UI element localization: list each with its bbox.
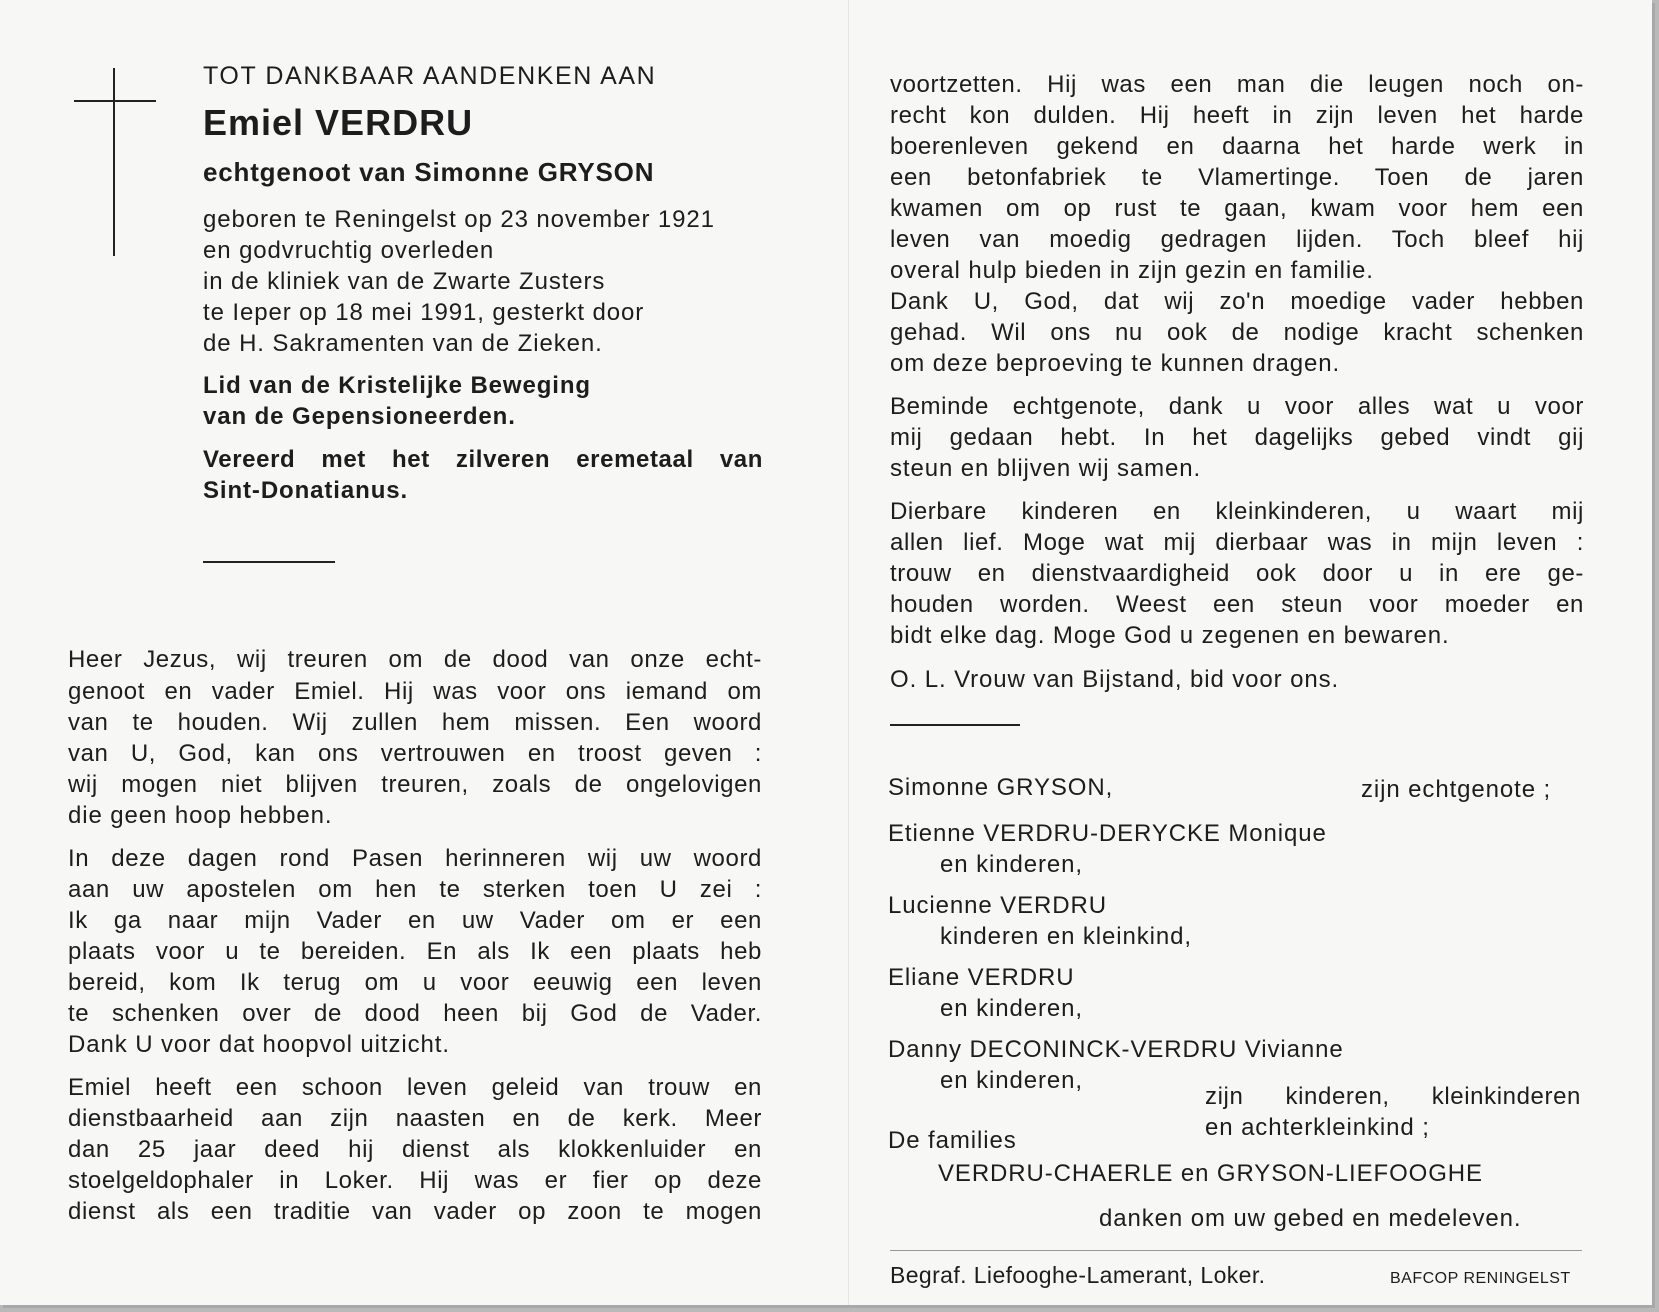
families-label: De families xyxy=(888,1127,1017,1154)
children-role: zijn kinderen, kleinkinderen xyxy=(1205,1083,1581,1110)
text-line: Dierbare kinderen en kleinkinderen, u waart mij xyxy=(890,498,1584,525)
honor-line: Vereerd met het zilveren eremetaal van xyxy=(203,446,763,473)
text-line: Emiel heeft een schoon leven geleid van trouw en xyxy=(68,1074,762,1101)
text-line: plaats voor u te bereiden. En als Ik een plaats heb xyxy=(68,938,762,965)
bio-line: en godvruchtig overleden xyxy=(203,237,495,264)
cross-icon-bar xyxy=(74,100,156,102)
divider xyxy=(890,724,1020,726)
text-line: van U, God, kan ons vertrouwen en troost geven : xyxy=(68,740,762,767)
child-name: Lucienne VERDRU xyxy=(888,892,1107,919)
text-line: een betonfabriek te Vlamertinge. Toen de jaren xyxy=(890,164,1584,191)
child-sub: en kinderen, xyxy=(940,1067,1083,1094)
children-role: en achterkleinkind ; xyxy=(1205,1114,1430,1141)
spouse-name: Simonne GRYSON, xyxy=(888,774,1114,801)
deceased-name: Emiel VERDRU xyxy=(203,102,474,143)
text-line: dienst als een traditie van vader op zoon te mogen xyxy=(68,1198,762,1225)
spouse-role: zijn echtgenote ; xyxy=(1361,776,1552,803)
child-sub: kinderen en kleinkind, xyxy=(940,923,1192,950)
child-name: Etienne VERDRU-DERYCKE Monique xyxy=(888,820,1327,847)
cross-icon xyxy=(113,68,115,256)
bio-line: geboren te Reningelst op 23 november 1921 xyxy=(203,206,715,233)
text-line: Dank U voor dat hoopvol uitzicht. xyxy=(68,1031,450,1058)
bio-line: in de kliniek van de Zwarte Zusters xyxy=(203,268,606,295)
text-line: bidt elke dag. Moge God u zegenen en bewaren. xyxy=(890,622,1450,649)
text-line: gehad. Wil ons nu ook de nodige kracht schenken xyxy=(890,319,1584,346)
text-line: In deze dagen rond Pasen herinneren wij uw woord xyxy=(68,845,762,872)
child-sub: en kinderen, xyxy=(940,851,1083,878)
intro-line: TOT DANKBAAR AANDENKEN AAN xyxy=(203,62,657,90)
text-line: boerenleven gekend en daarna het harde werk in xyxy=(890,133,1584,160)
child-sub: en kinderen, xyxy=(940,995,1083,1022)
child-name: Eliane VERDRU xyxy=(888,964,1075,991)
membership-line: van de Gepensioneerden. xyxy=(203,403,516,430)
bio-line: de H. Sakramenten van de Zieken. xyxy=(203,330,603,357)
text-line: trouw en dienstvaardigheid ook door u in ere ge- xyxy=(890,560,1584,587)
text-line: dienstbaarheid aan zijn naasten en de kerk. Meer xyxy=(68,1105,762,1132)
bio-line: te Ieper op 18 mei 1991, gesterkt door xyxy=(203,299,645,326)
text-line: allen lief. Moge wat mij dierbaar was in mijn leven : xyxy=(890,529,1584,556)
text-line: recht kon dulden. Hij heeft in zijn leven het harde xyxy=(890,102,1584,129)
text-line: die geen hoop hebben. xyxy=(68,802,333,829)
spouse-line: echtgenoot van Simonne GRYSON xyxy=(203,157,655,187)
text-line: voortzetten. Hij was een man die leugen noch on- xyxy=(890,71,1584,98)
center-fold xyxy=(848,0,849,1305)
text-line: Beminde echtgenote, dank u voor alles wat u voor xyxy=(890,393,1584,420)
text-line: aan uw apostelen om hen te sterken toen U zei : xyxy=(68,876,762,903)
text-line: mij gedaan hebt. In het dagelijks gebed vindt gij xyxy=(890,424,1584,451)
text-line: wij mogen niet blijven treuren, zoals de ongelovigen xyxy=(68,771,762,798)
prayer-line: O. L. Vrouw van Bijstand, bid voor ons. xyxy=(890,666,1340,693)
membership-line: Lid van de Kristelijke Beweging xyxy=(203,372,591,399)
text-line: stoelgeldophaler in Loker. Hij was er fier op deze xyxy=(68,1167,762,1194)
thanks-line: danken om uw gebed en medeleven. xyxy=(1099,1205,1522,1232)
text-line: overal hulp bieden in zijn gezin en familie. xyxy=(890,257,1374,284)
text-line: genoot en vader Emiel. Hij was voor ons iemand om xyxy=(68,678,762,705)
footer-divider xyxy=(890,1250,1582,1251)
text-line: steun en blijven wij samen. xyxy=(890,455,1202,482)
divider xyxy=(203,561,335,563)
printer-credit: BAFCOP RENINGELST xyxy=(1390,1270,1571,1287)
text-line: Heer Jezus, wij treuren om de dood van onze echt- xyxy=(68,646,762,673)
text-line: bereid, kom Ik terug om u voor eeuwig een leven xyxy=(68,969,762,996)
text-line: kwamen om op rust te gaan, kwam voor hem een xyxy=(890,195,1584,222)
undertaker-credit: Begraf. Liefooghe-Lamerant, Loker. xyxy=(890,1262,1266,1288)
text-line: te schenken over de dood heen bij God de Vader. xyxy=(68,1000,762,1027)
text-line: houden worden. Weest een steun voor moeder en xyxy=(890,591,1584,618)
text-line: Dank U, God, dat wij zo'n moedige vader hebben xyxy=(890,288,1584,315)
text-line: Ik ga naar mijn Vader en uw Vader om er een xyxy=(68,907,762,934)
text-line: leven van moedig gedragen lijden. Toch bleef hij xyxy=(890,226,1584,253)
text-line: om deze beproeving te kunnen dragen. xyxy=(890,350,1341,377)
text-line: dan 25 jaar deed hij dienst als klokkenluider en xyxy=(68,1136,762,1163)
honor-line: Sint-Donatianus. xyxy=(203,477,409,504)
families-names: VERDRU-CHAERLE en GRYSON-LIEFOOGHE xyxy=(938,1160,1483,1187)
child-name: Danny DECONINCK-VERDRU Vivianne xyxy=(888,1036,1344,1063)
text-line: van te houden. Wij zullen hem missen. Een woord xyxy=(68,709,762,736)
